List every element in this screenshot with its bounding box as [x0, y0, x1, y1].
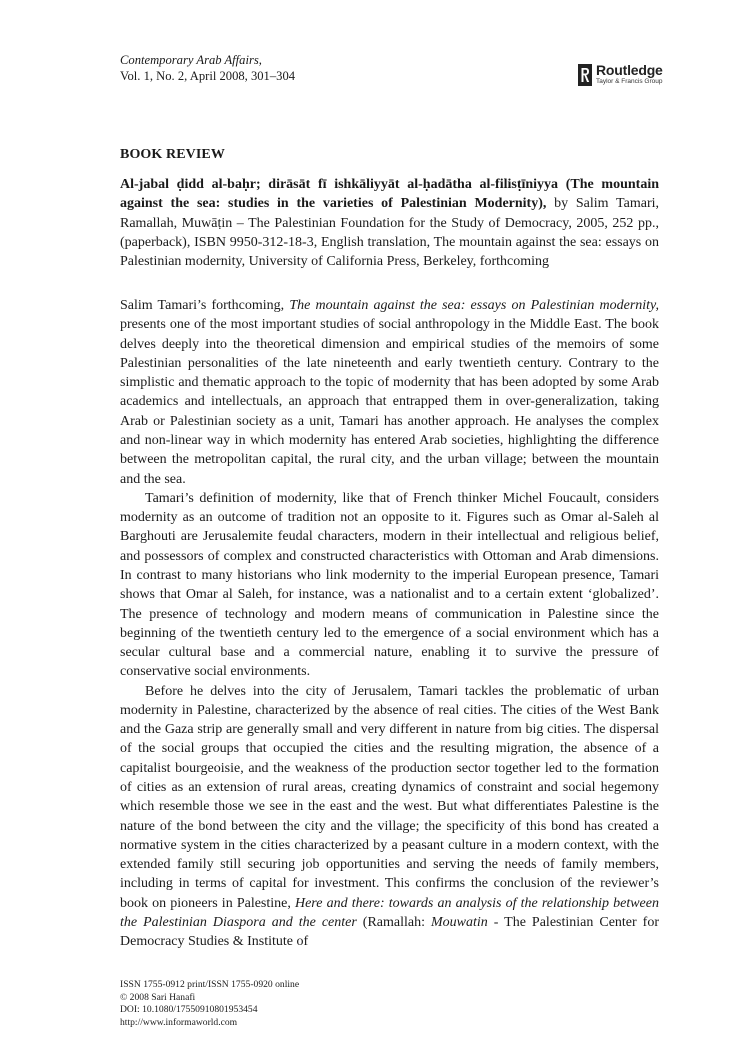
citation-details: by Salim Tamari, Ramallah, Muwāṭin – The Palestinian Foundation for the Study of Democracy, 2005, 252 pp., (paperback), ISBN 9950-312-18-3, English translation, The mountain against the sea: essays on Palestinian modernity, University of California Press, Berkeley, forthcoming [120, 196, 659, 270]
url-line: http://www.informaworld.com [120, 1016, 238, 1028]
copyright-line: © 2008 Sari Hanafi [120, 991, 196, 1003]
paragraph: Salim Tamari’s forthcoming, The mountain against the sea: essays on Palestinian modernity, presents one of the most important studies of social anthropology in the Middle East. The book delves deeply into the theoretical dimension and empirical studies of the memoirs of some Palestinian personalities of the late nineteenth and early twentieth century. Contrary to the simplistic and thematic approach to the topic of modernity that has been adopted by some Arab academics and intellectuals, an approach that entrapped them in over-generalization, taking Arab or Palestinian society as a unit, Tamari has another approach. He analyses the complex and non-linear way in which modernity has entered Arab societies, highlighting the difference between the metropolitan capital, the rural city, and the urban village; between the mountain and the sea. [120, 298, 660, 487]
journal-name: Contemporary Arab Affairs, [120, 53, 262, 67]
publisher-subtitle: Taylor & Francis Group [596, 78, 663, 85]
doi-line: DOI: 10.1080/17550910801953454 [120, 1004, 258, 1016]
publisher-brand: Routledge [596, 62, 663, 78]
paragraph: Before he delves into the city of Jerusalem, Tamari tackles the problematic of urban modernity in Palestine, characterized by the absence of real cities. The cities of the West Bank and the Gaza strip are generally small and very different in nature from big cities. The dispersal of the social groups that occupied the cities and the resulting migration, the absence of a capitalist bourgeoisie, and the weakness of the production sector together led to the formation of cities as an extension of rural areas, creating dynamics of constraint and social hegemony which resemble those we see in the east and the west. But what differentiates Palestine is the nature of the bond between the city and the village; the specificity of this bond has created a normative system in the cities characterized by a peasant culture in a modern context, with the extended family still securing job opportunities and serving the needs of family members, including in terms of capital for investment. This confirms the conclusion of the reviewer’s book on pioneers in Palestine, Here and there: towards an analysis of the relationship between the Palestinian Diaspora and the center (Ramallah: Mouwatin - The Palestinian Center for Democracy Studies & Institute of [120, 683, 659, 950]
routledge-r-icon [578, 64, 592, 86]
page-footer [120, 979, 299, 1029]
journal-volume: Vol. 1, No. 2, April 2008, 301–304 [120, 69, 296, 83]
publisher-logo [578, 63, 663, 86]
book-title: Al-jabal ḍidd al-baḥr; dirāsāt fī ishkāliyyāt al-ḥadātha al-filisṭīniyya (The mountain against the sea: studies in the varieties of Palestinian Modernity), [120, 177, 659, 212]
section-heading: BOOK REVIEW [120, 147, 225, 162]
issn-line: ISSN 1755-0912 print/ISSN 1755-0920 online [120, 979, 300, 990]
review-body [120, 296, 659, 952]
paragraph: Tamari’s definition of modernity, like that of French thinker Michel Foucault, considers modernity as an outcome of tradition not an opposite to it. Figures such as Omar al-Saleh al Barghouti are Jerusalemite feudal characters, modern in their intellectual and religious belief, and possessors of complex and constructed characteristics with Ottoman and Arab dimensions. In contrast to many historians who link modernity to the imperial European presence, Tamari shows that Omar al Saleh, for instance, was a nationalist and to a certain extent ‘globalized’. The presence of technology and modern means of communication in Palestine since the beginning of the twentieth century led to the emergence of a social environment which has a secular cultural base and a commercial nature, enabling it to survive the pressure of conservative social environments. [120, 490, 659, 680]
book-citation [120, 175, 659, 271]
